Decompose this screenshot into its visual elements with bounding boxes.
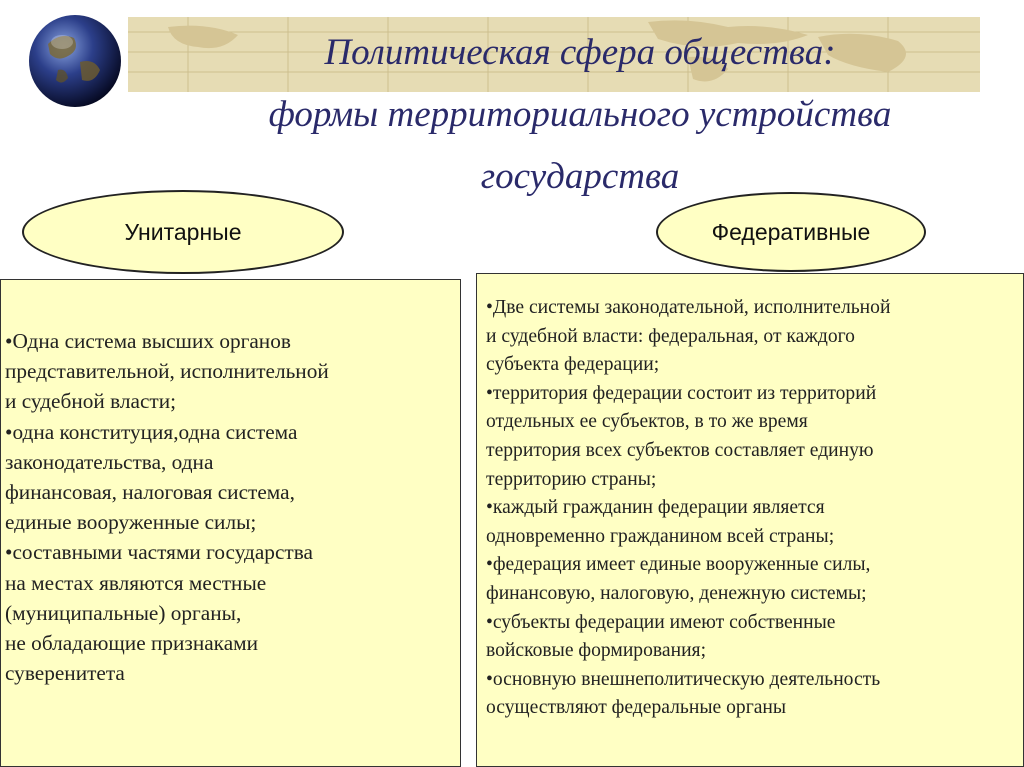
list-item: •федерация имеет единые вооруженные силы, финансовую, налоговую, денежную системы; [486, 554, 871, 604]
list-item: •Две системы законодательной, исполнительной и судебной власти: федеральная, от каждого субъекта федерации; [486, 297, 891, 376]
unitary-label-oval [22, 190, 344, 274]
unitary-label: Унитарные [124, 218, 242, 245]
list-item: •одна конституция,одна система законодательства, одна финансовая, налоговая система, единые вооруженные силы; [5, 419, 298, 535]
list-item: •территория федерации состоит из территорий отдельных ее субъектов, в то же время территория всех субъектов составляет единую территорию страны; [486, 382, 877, 490]
page-title [100, 22, 1024, 208]
federal-label-oval [656, 192, 926, 272]
title-line: государства [480, 156, 680, 197]
list-item: •субъекты федерации имеют собственные войсковые формирования; [486, 611, 836, 662]
federal-label: Федеративные [711, 218, 871, 245]
list-item: •каждый гражданин федерации является одновременно гражданином всей страны; [486, 497, 835, 547]
unitary-features-list [0, 279, 461, 767]
list-item: •составными частями государства на местах являются местные (муниципальные) органы, не обладающие признаками суверенитета [5, 540, 313, 686]
list-item: •основную внешнеполитическую деятельность осуществляют федеральные органы [486, 668, 881, 719]
title-line: формы территориального устройства [268, 94, 892, 135]
list-item: •Одна система высших органов представительной, исполнительной и судебной власти; [5, 329, 329, 414]
title-line: Политическая сфера общества: [324, 32, 836, 73]
federal-features-list [476, 273, 1024, 767]
